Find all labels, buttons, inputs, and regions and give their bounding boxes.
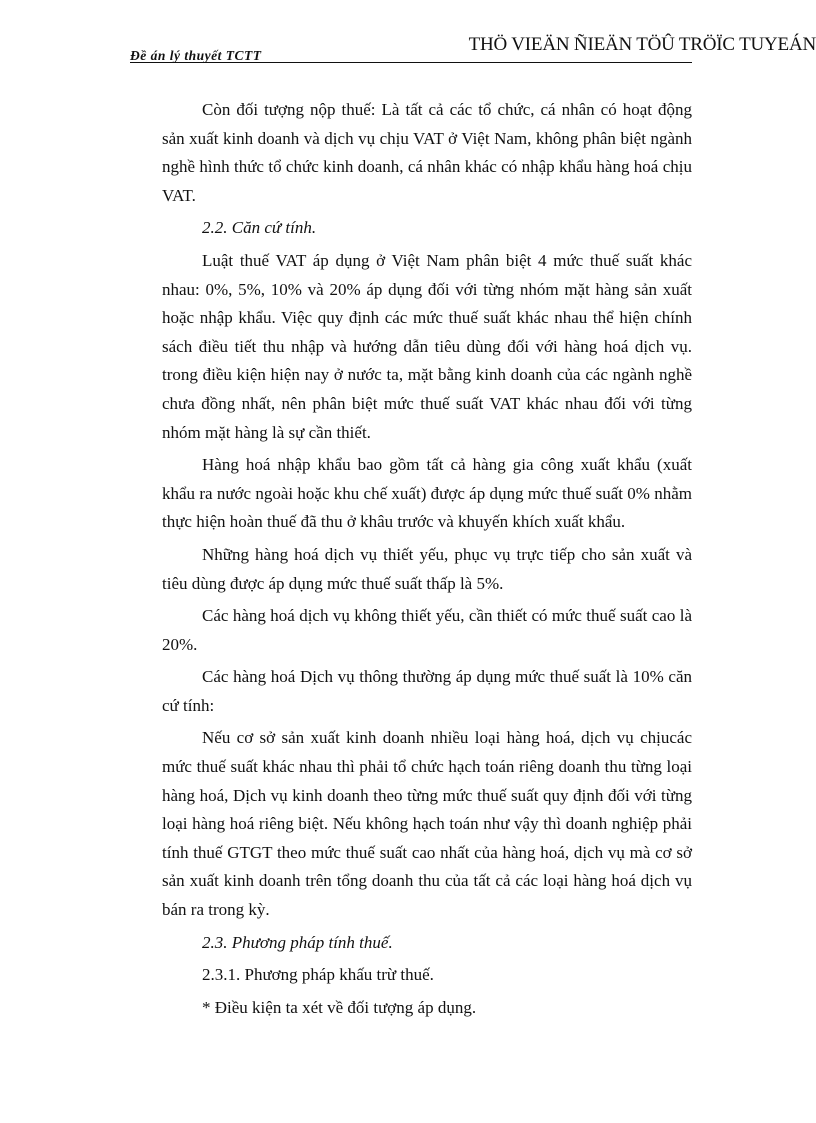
header-document-title: Đề án lý thuyết TCTT xyxy=(130,48,262,63)
section-heading-2-2: 2.2. Căn cứ tính. xyxy=(202,218,317,238)
paragraph-non-essential-goods: Các hàng hoá dịch vụ không thiết yếu, cần thiết có mức thuế suất cao là 20%. xyxy=(162,606,692,654)
page-header xyxy=(130,30,816,64)
header-divider xyxy=(130,62,692,63)
paragraph-taxpayers: Còn đối tượng nộp thuế: Là tất cả các tổ chức, cá nhân có hoạt động sản xuất kinh doanh và dịch vụ chịu VAT ở Việt Nam, không phân biệt ngành nghề hình thức tổ chức kinh doanh, cá nhân khác có nhập khẩu hàng hoá chịu VAT. xyxy=(162,100,692,205)
paragraph-tax-rates: Luật thuế VAT áp dụng ở Việt Nam phân biệt 4 mức thuế suất khác nhau: 0%, 5%, 10% và 20% áp dụng đối với từng nhóm mặt hàng sản xuất hoặc nhập khẩu. Việc quy định các mức thuế suất khác nhau thể hiện chính sách điều tiết thu nhập và hướng dẫn tiêu dùng đối với hàng hoá dịch vụ. trong điều kiện hiện nay ở nước ta, mặt bằng kinh doanh của các ngành nghề chưa đồng nhất, nên phân biệt mức thuế suất VAT khác nhau đối với từng nhóm mặt hàng là sự cần thiết. xyxy=(162,250,692,442)
section-heading-2-3-1: 2.3.1. Phương pháp khấu trừ thuế. xyxy=(202,965,434,985)
document-body xyxy=(162,96,692,1026)
paragraph-conditions: * Điều kiện ta xét về đối tượng áp dụng. xyxy=(202,997,477,1017)
paragraph-essential-goods: Những hàng hoá dịch vụ thiết yếu, phục vụ trực tiếp cho sản xuất và tiêu dùng được áp dụng mức thuế suất thấp là 5%. xyxy=(162,544,692,593)
header-library-title: THÖ VIEÄN ÑIEÄN TÖÛ TRÖÏC TUYEÁN xyxy=(468,34,816,55)
paragraph-ordinary-goods: Các hàng hoá Dịch vụ thông thường áp dụng mức thuế suất là 10% căn cứ tính: xyxy=(162,667,692,715)
paragraph-export-goods: Hàng hoá nhập khẩu bao gồm tất cả hàng gia công xuất khẩu (xuất khẩu ra nước ngoài hoặc khu chế xuất) được áp dụng mức thuế suất 0% nhằm thực hiện hoàn thuế đã thu ở khâu trước và khuyến khích xuất khẩu. xyxy=(162,455,692,532)
section-heading-2-3: 2.3. Phương pháp tính thuế. xyxy=(202,932,393,952)
paragraph-multiple-rates: Nếu cơ sở sản xuất kinh doanh nhiều loại hàng hoá, dịch vụ chịucác mức thuế suất khác nhau thì phải tổ chức hạch toán riêng doanh thu từng loại hàng hoá, Dịch vụ kinh doanh theo từng mức thuế suất quy định đối với từng loại hàng hoá riêng biệt. Nếu không hạch toán như vậy thì doanh nghiệp phải tính thuế GTGT theo mức thuế suất cao nhất của hàng hoá, dịch vụ mà cơ sở sản xuất kinh doanh trên tổng doanh thu của tất cả các loại hàng hoá dịch vụ bán ra trong kỳ. xyxy=(162,728,692,920)
